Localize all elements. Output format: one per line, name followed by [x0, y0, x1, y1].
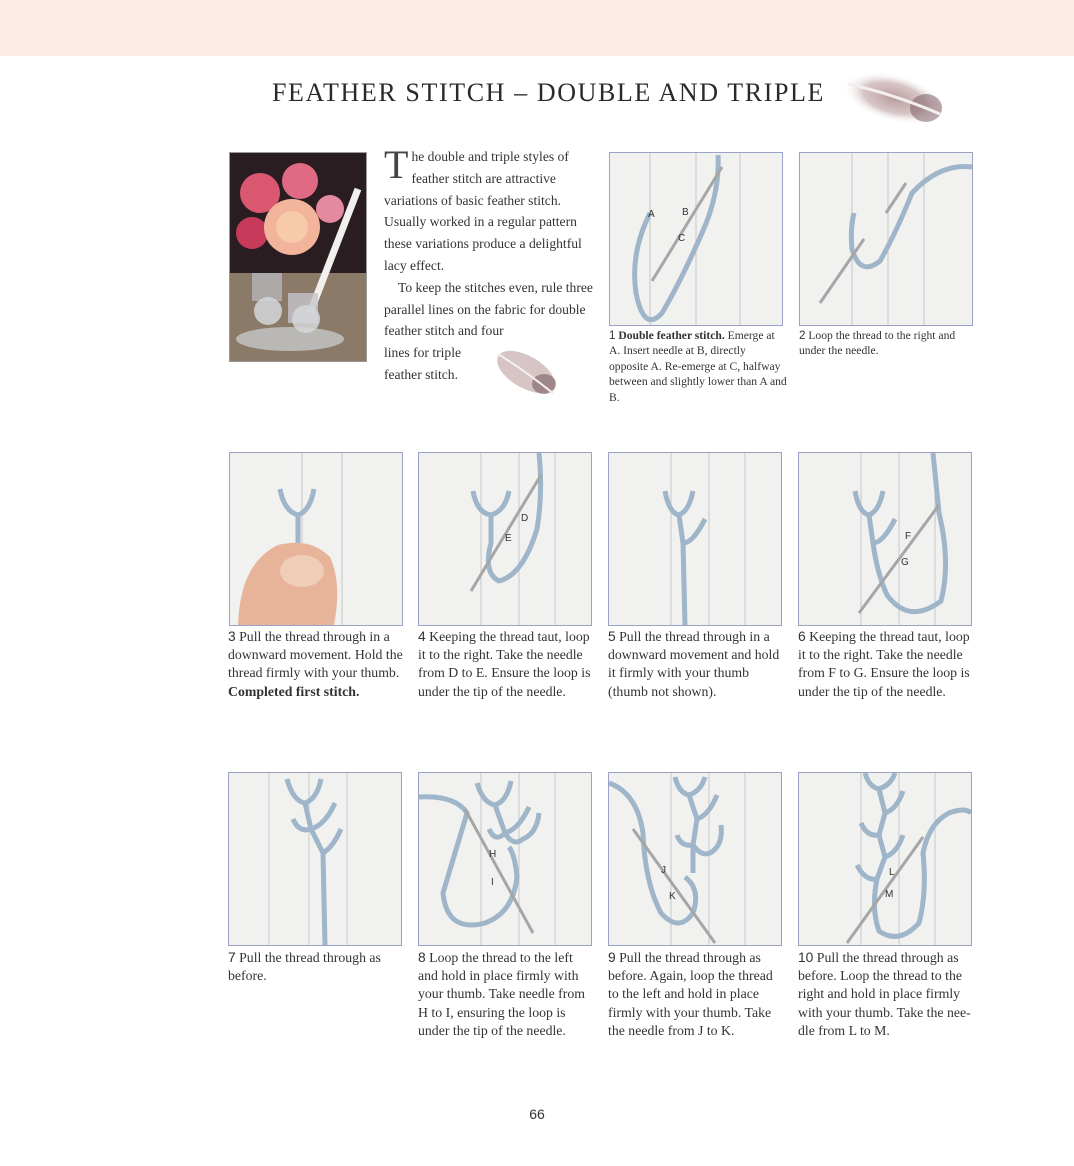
label-k: K [669, 891, 676, 902]
step-number: 10 [798, 950, 814, 965]
intro-paragraph-2: To keep the stitches even, rule three parallel lines on the fabric for double feather stitch and four [384, 279, 593, 339]
step-text: Emerge at A. Insert needle at B, directly opposite A. Re-emerge at C, halfway between and slightly lower than A and B. [609, 329, 787, 404]
step-text: Pull the thread through as before. Loop the thread to the right and hold in place firmly with your thumb. Take the nee-dle from L to M. [798, 950, 971, 1038]
label-i: I [491, 877, 494, 888]
label-c: C [678, 233, 686, 244]
step-3-image [229, 452, 403, 626]
step-5-caption [608, 628, 786, 701]
step-number: 2 [799, 329, 806, 342]
label-m: M [885, 889, 894, 900]
step-text: Loop the thread to the left and hold in place firmly with your thumb. Take needle from H to I, ensuring the loop is under the tip of the needle. [418, 950, 585, 1038]
step-7-caption [228, 949, 406, 985]
step-8-image [418, 772, 592, 946]
step-text: Keeping the thread taut, loop it to the right. Take the needle from D to E. Ensure the loop is under the tip of the needle. [418, 629, 591, 699]
step-number: 4 [418, 629, 426, 644]
step-9-caption [608, 949, 786, 1040]
page-title: FEATHER STITCH – DOUBLE AND TRIPLE [272, 78, 825, 107]
step-2-caption [799, 328, 977, 359]
feather-illustration-intro [490, 344, 562, 402]
step-3-caption [228, 628, 406, 701]
step-text: Pull the thread through in a downward movement and hold it firmly with your thumb (thumb not shown). [608, 629, 780, 699]
step-10-caption [798, 949, 976, 1040]
step-text: Loop the thread to the right and under the needle. [799, 329, 956, 358]
label-j: J [661, 865, 666, 876]
step-6-caption [798, 628, 976, 701]
step-number: 3 [228, 629, 236, 644]
intro-paragraph-2-end: lines for triple feather stitch. [384, 345, 462, 382]
step-number: 9 [608, 950, 616, 965]
step-5-image [608, 452, 782, 626]
label-h: H [489, 849, 497, 860]
step-1-caption [609, 328, 787, 405]
step-7-image [228, 772, 402, 946]
page-number: 66 [529, 1106, 545, 1122]
label-f: F [905, 531, 912, 542]
step-text: Keeping the thread taut, loop it to the right. Take the needle from F to G. Ensure the loop is under the tip of the needle. [798, 629, 970, 699]
step-9-image [608, 772, 782, 946]
label-b: B [682, 207, 689, 218]
top-color-band [0, 0, 1074, 56]
feather-illustration-title [834, 62, 948, 136]
label-l: L [889, 867, 895, 878]
drop-cap: T [384, 142, 409, 187]
label-g: G [901, 557, 909, 568]
label-a: A [648, 209, 655, 220]
step-6-image [798, 452, 972, 626]
step-number: 5 [608, 629, 616, 644]
intro-paragraph-1: he double and triple styles of feather stitch are attractive variations of basic feather stitch. Usually worked in a regular pattern these variations produce a delightful lacy effect. [384, 149, 582, 273]
roses-quill-photo [229, 152, 367, 362]
step-text: Pull the thread through as before. [228, 950, 381, 984]
step-8-caption [418, 949, 596, 1040]
label-d: D [521, 513, 529, 524]
step-1-image [609, 152, 783, 326]
label-e: E [505, 533, 512, 544]
step-number: 8 [418, 950, 426, 965]
step-4-image [418, 452, 592, 626]
step-title: Double feather stitch. [618, 329, 725, 342]
step-bold-end: Completed first stitch. [228, 683, 360, 699]
step-2-image [799, 152, 973, 326]
step-text: Pull the thread through in a downward movement. Hold the thread firmly with your thumb. [228, 629, 403, 681]
step-10-image [798, 772, 972, 946]
step-number: 6 [798, 629, 806, 644]
step-number: 7 [228, 950, 236, 965]
step-4-caption [418, 628, 596, 701]
step-text: Pull the thread through as before. Again, loop the thread to the left and hold in place firmly with your thumb. Take the needle from J to K. [608, 950, 773, 1038]
step-number: 1 [609, 329, 616, 342]
